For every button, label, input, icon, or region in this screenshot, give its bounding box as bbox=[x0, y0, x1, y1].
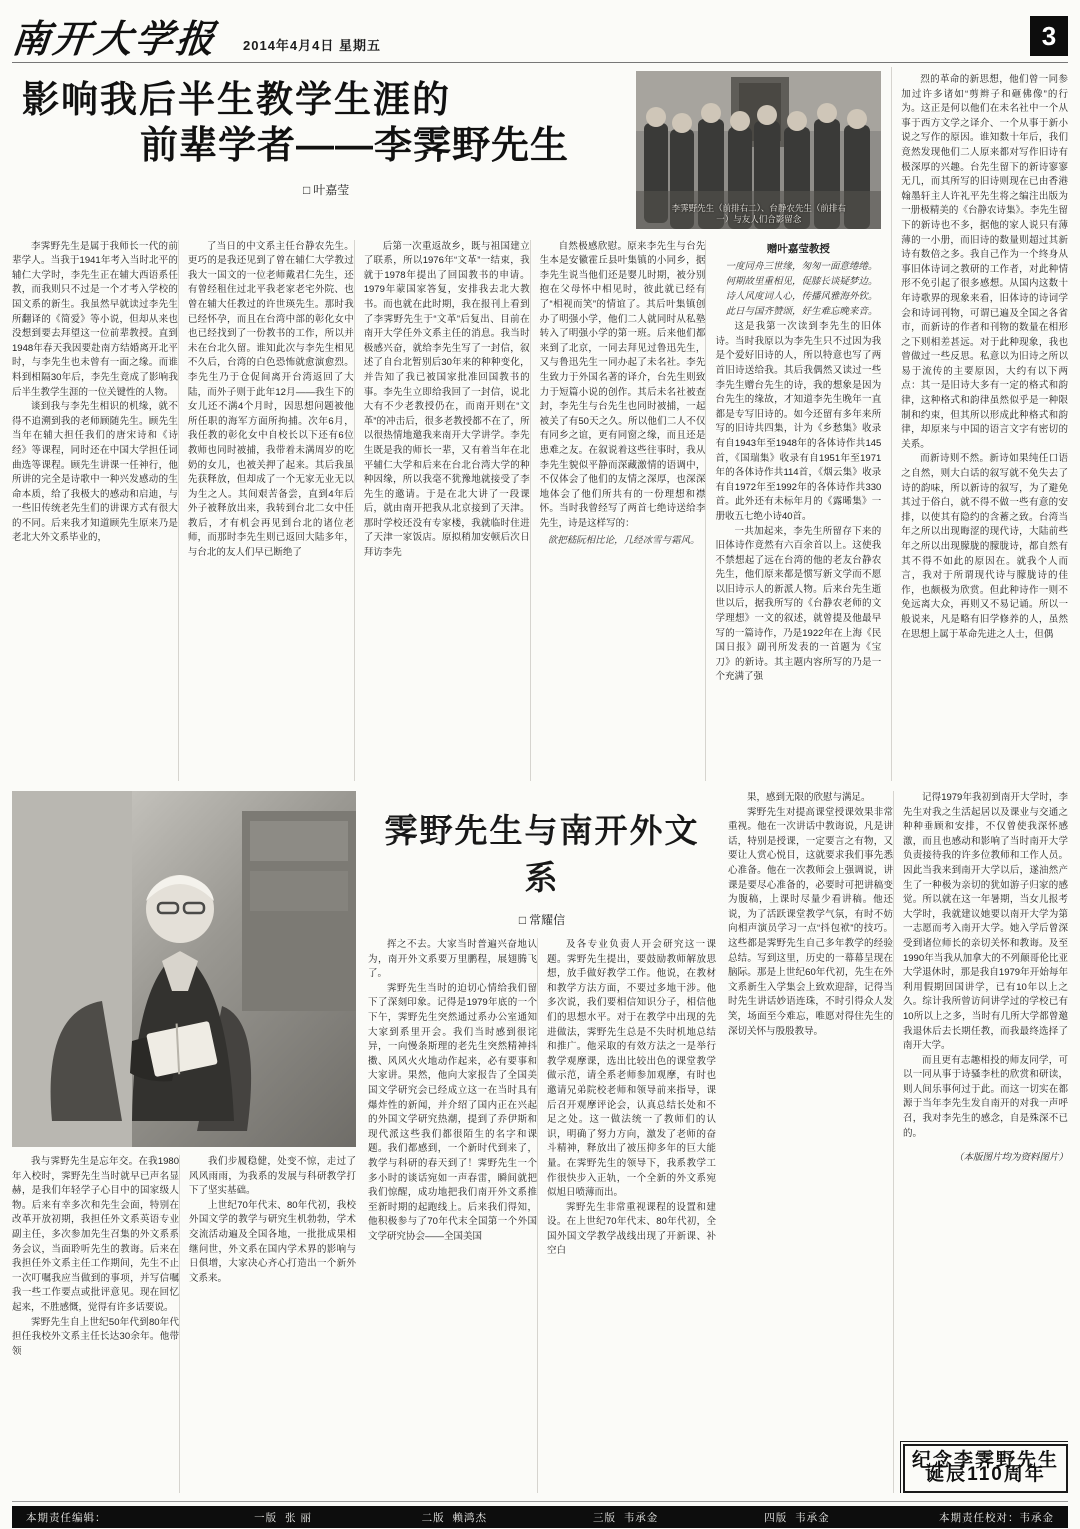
poem-line-1: 一度同舟三世缘，匆匆一面意绻绻。 bbox=[725, 262, 878, 273]
bottom-article-middle bbox=[368, 791, 716, 1493]
paragraph: 霁野先生自上世纪50年代到80年代担任我校外文系主任长达30余年。他带领 bbox=[12, 1316, 179, 1357]
bottom-article-left bbox=[12, 791, 356, 1493]
footer-edition-2 bbox=[369, 1510, 540, 1525]
page-header bbox=[9, 6, 1068, 63]
footer-proofreader: 本期责任校对：韦承金 bbox=[938, 1511, 1054, 1524]
paragraph: 这是我第一次读到李先生的旧体诗。当时我原以为李先生只不过因为我是个爱好旧诗的人，所以特意也写了两首旧诗送给我。其后我偶然又读过一些李先生赠台先生的诗，我的想象是因为台先生的缘故，才知道李先生晚年一直都是专写旧诗的。如今还留有多年来所写的旧诗共四集，计为《乡愁集》收录有自1943年至1948年的各体诗作共145首，《国瑞集》收录有自1951年至1971年的各体诗作共114首，《烟云集》收录有自1972年至1992年的各体诗作共330首。此外还有未标年月的《露晞集》一册收五七绝小诗40首。 bbox=[715, 321, 882, 522]
bottom-left-columns bbox=[12, 1155, 356, 1493]
bottom-headline: 霁野先生与南开外文系 bbox=[384, 814, 700, 897]
anniversary-banner: 纪念李霁野先生诞辰110周年 bbox=[903, 1444, 1068, 1493]
paragraph: 谈到我与李先生相识的机缘，就不得不追溯到我的老师顾随先生。顾先生当年在辅大担任我们的唐宋诗和《诗经》等课程，同时还在中国大学担任词曲选等课程。顾先生讲课一任神行，他所讲的完全是诗歌中一种兴发感动的生命本质，给了我极大的感动和启迪，与一些旧传统老先生们的讲课方式有很大的不同。后来我才知道顾先生原来乃是老北大外文系毕业的， bbox=[12, 401, 178, 544]
portrait-photo bbox=[12, 791, 356, 1147]
edition-label: 三版 bbox=[592, 1511, 616, 1524]
paragraph: 记得1979年我初到南开大学时，李先生对我之生活起居以及课业与交通之种种垂顾和安排，不仅曾使我深怀感激，而且也感动和影响了当时南开大学负责接待我的许多位教师和工作人员。因此当我来到南开大学以后，遂油然产生了一种极为亲切的犹如游子归家的感觉。所以就在这一年暑期，当女儿报考大学时，我就建议她要以南开大学为第一志愿而考入南开大学。她入学后曾深受到诸位师长的亲切关怀和教诲。及至1990年当我从加拿大的不列颠哥伦比亚大学退休时，那是我自1979年开始每年利用假期回国讲学，已有10年以上之久。综计我所曾访问讲学过的学校已有10所以上之多，当时有几所大学都曾邀我退休后去长期任教，而我最终选择了南开大学。 bbox=[902, 792, 1069, 1052]
top-column-1 bbox=[12, 240, 178, 781]
paragraph: 霁野先生当时的迫切心情给我们留下了深刻印象。记得是1979年底的一个下午，霁野先生突然通过系办公室通知大家到系里开会。我们当时感到很诧异，一向慢条斯理的老先生突然精神抖擞、风风火火地动作起来，必有要事和大家讲。果然，他向大家报告了全国美国文学研究会已经成立这一在当时具有爆炸性的新闻，并介绍了国内正在兴起的外国文学研究热潮，提到了乔伊斯和现代派这些我们都很陌生的名字和课题。我们都感到，一个新时代到来了，教学与科研的春天到了！霁野先生一个多小时的谈话宛如一声春雷，瞬间就把我们惊醒，成功地把我们南开外文系推至新时期的起跑线上。后来我们得知，他积极参与了70年代末全国第一个外国文学研究协会——全国美国 bbox=[368, 982, 537, 1242]
bottom-column-2 bbox=[179, 1155, 356, 1493]
footer-edition-1 bbox=[197, 1510, 368, 1525]
edition-editor: 张 丽 bbox=[284, 1511, 312, 1524]
top-column-4 bbox=[530, 240, 706, 781]
inline-poem-line: 欲把嵇阮相比论，几经冰雪与霜风。 bbox=[547, 536, 700, 547]
paragraph: 霁野先生对提高课堂授课效果非常重视。他在一次讲话中教诲说，凡是讲话，特别是授课，一定要言之有物，又要让人赏心悦目，这就要求我们事先悉心准备。他在一次教师会上强调说，讲课是要尽心准备的，必要时可把讲稿变为腹稿，上课时尽量少看讲稿。他还说，为了活跃课堂教学气氛，有时不妨向相声演员学习一点“抖包袱”的技巧。这些都是霁野先生自己多年教学的经验总结。写到这里，历史的一幕幕呈现在脑际。那是上世纪60年代初，先生在外文系新生入学集会上致欢迎辞，记得当时先生讲话妙语连珠，不时引得众人发笑，场面至今难忘，唯愿对得住先生的深切关怀与殷殷教导。 bbox=[727, 806, 893, 1037]
top-article-headline-block bbox=[12, 67, 636, 234]
paragraph: 而新诗则不然。新诗如果纯任口语之自然，则大白话的叙写就不免失去了诗的韵味，所以新诗的叙写，为了避免其过于俗白，就不得不做一些有意的安排，以使其有隐约的含蓄之致。台湾当年之所以出现晦涩的现代诗，大陆前些年之所以出现朦胧的朦胧诗，都自然有其不得不如此的原因在。就我个人而言，我对于所谓现代诗与朦胧诗的佳作，也颇极为欣赏。但此种诗作一则不免远离大众，再则又不易记诵。所以一般说来，凡是略有旧学修养的人，虽然在思想上属于革命先进之人士，但偶 bbox=[901, 453, 1068, 640]
bottom-column-3 bbox=[368, 938, 537, 1493]
paragraph: 果，感到无限的欣慰与满足。 bbox=[746, 792, 871, 803]
top-article-main bbox=[12, 67, 881, 781]
edition-label: 一版 bbox=[254, 1511, 278, 1524]
top-article-columns bbox=[12, 240, 881, 781]
footer-bar bbox=[12, 1506, 1068, 1528]
top-headline-line1: 影响我后半生教学生涯的 bbox=[22, 79, 451, 120]
bottom-column-5 bbox=[728, 791, 893, 1493]
top-article-byline: □ 叶嘉莹 bbox=[303, 182, 350, 197]
group-photo bbox=[636, 71, 881, 229]
edition-label: 四版 bbox=[764, 1511, 788, 1524]
paragraph: 我与霁野先生是忘年交。在我1980年入校时，霁野先生当时就早已声名显赫，是我们年轻学子心目中的国家级人物。后来有幸多次和先生会面，特别在改革开放初期，我担任外文系英语专业副主任，多次参加先生召集的外文系系务会议，当面聆听先生的教诲。后来在我担任外文系主任工作期间，先生不止一次叮嘱我应当做到的事项，并写信嘱我一些工作要点或批评意见。现在回忆起来，不胜感慨，觉得有许多话要说。 bbox=[12, 1156, 179, 1313]
bottom-column-4 bbox=[537, 938, 716, 1493]
bottom-article-right bbox=[728, 791, 1068, 1493]
group-photo-caption-line2: 一）与友人们合影留念 bbox=[716, 214, 802, 224]
paragraph: 而且更有志趣相投的师友同学，可以一同从事于诗骚李杜的欣赏和研读，则人间乐事何过于此。而这一切实在都源于当年李先生发自南开的对我一声呼召，我对李先生的感念，自是殊深不已的。 bbox=[902, 1054, 1069, 1139]
paragraph: 李霁野先生是属于我师长一代的前辈学人。当我于1941年考入当时北平的辅仁大学时，李先生正在辅大西语系任教，而我则只不过是一个才考入学校的国文系的新生。我虽然早就读过李先生所翻译的《简爱》等小说，但却从来也没想到要去拜望这一位前辈教授。直到1948年春天我因要赴南方结婚离开北平时，与李先生也未曾有一面之缘。而谁料到相隔30年后，李先生竟成了影响我后半生教学生涯的一位关键性的人物。 bbox=[12, 240, 178, 398]
edition-editor: 赖鸿杰 bbox=[452, 1511, 487, 1524]
bottom-column-6 bbox=[893, 791, 1068, 1493]
bottom-article-byline: □ 常耀信 bbox=[518, 913, 566, 927]
edition-label: 二版 bbox=[421, 1511, 445, 1524]
photo-source-note: （本版图片均为资料图片） bbox=[954, 1153, 1069, 1164]
poem-title: 赠叶嘉莹教授 bbox=[766, 242, 830, 255]
top-column-2 bbox=[178, 240, 354, 781]
footer-edition-3 bbox=[540, 1510, 711, 1525]
top-column-3 bbox=[354, 240, 530, 781]
edition-editor: 韦承金 bbox=[623, 1511, 659, 1524]
poem-line-3: 诗人风度词人心，传播风雅海外钦。 bbox=[725, 292, 878, 303]
top-headline-line2: 前辈学者——李霁野先生 bbox=[140, 125, 570, 168]
paragraph: 一共加起来，李先生所留存下来的旧体诗作竟然有六百余首以上。这使我不禁想起了远在台湾的他的老友台静农先生，他们原来都是惯写新文学而不愿以旧诗示人的新派人物。后来台先生逝世以后，据我所写的《台静农老师的文学理想》一文的叙述，就曾提及他最早写的一篇诗作，乃是1922年在上海《民国日报》副刊所发表的一首题为《宝刀》的新诗。其主题内容所写的乃是一个充满了强 bbox=[715, 525, 882, 683]
paragraph: 上世纪70年代末、80年代初，我校外国文学的教学与研究生机勃勃，学术交流活动遍及全国各地，一批批成果相继问世，外文系在国内学术界的影响与日俱增，大家决心齐心打造出一个新外文系来。 bbox=[189, 1199, 356, 1284]
paragraph: 及各专业负责人开会研究这一课题。霁野先生提出，要鼓励教师解放思想，放手做好教学工作。他说，在教材和教学方法方面，不要过多地干涉。他多次说，我们要相信知识分子，相信他们的思想水平。对于在教学中出现的先进做法，霁野先生总是不失时机地总结和推广。他采取的有效方法之一是举行教学观摩课，选出比较出色的课堂教学做示范，请全系老师参加观摩，有时也邀请兄弟院校老师和领导前来指导，课后召开观摩评论会，认真总结长处和不足之处。这一做法统一了教师们的认识，明确了努力方向，激发了老师的奋斗精神，释放出了被压抑多年的巨大能量。在霁野先生的领导下，我系教学工作很快步入正轨，一个全新的外文系宛似旭日喷薄而出。 bbox=[546, 939, 716, 1199]
footer-editor-label: 本期责任编辑： bbox=[26, 1511, 107, 1524]
bottom-article-headline-block bbox=[368, 791, 716, 938]
paragraph: 了当日的中文系主任台静农先生。更巧的是我还见到了曾在辅仁大学教过我大一国文的一位老师戴君仁先生，还有曾经租住过北平我老家老宅外院、也曾在辅大任教过的许世瑛先生。那时我已经怀孕，而且在台湾中部的彰化女中也已经找到了一份教书的工作，所以并未在台北久留。谁知此次与李先生相见不久后，台湾的白色恐怖就愈演愈烈。李先生乃于仓促间离开台湾返回了大陆，而外子则于此年12月——我生下的女儿还不满4个月时，因思想问题被他所任职的海军方面所拘捕。次年6月，我任教的彰化女中自校长以下还有6位教师也同时被捕，我带着未满周岁的吃奶的女儿，也被关押了起来。其后我虽先获释放，但却成了一个无家无业无以为生之人。其间艰苦备尝，直到4年后外子被释放出来，我转到台北二女中任教后，才有机会再见到台北的诸位老师，而那时李先生则已返回大陆多年，与台北的友人们早已断绝了 bbox=[187, 240, 354, 559]
paragraph: 烈的革命的新思想，他们曾一同参加过许多诸如“剪辫子和砸佛像”的行为。这正是何以他们在未名社中一个从事于西方文学之译介、一个从事于新小说之写作的原因。谁知数十年后，我们竟然发现他们二人原来都对写作旧诗有极深厚的兴趣。台先生留下的新诗寥寥无几，而其所写的旧诗则现在已由香港翰墨轩主人许礼平先生将之编注出版为一册极精美的《台静农诗集》。李先生留下的新诗也不多，据他的家人说只有薄薄的一小册，而旧诗的数量则超过其新诗有数倍之多。我自己作为一个终身从事旧体诗词之教研的工作者，对此种情形不免引起了很多感想。从国内这数十年诗歌界的现象来看，旧体诗的诗词学会和诗词刊物，可谓已遍及全国之各省市，而新诗的作者和刊物的数量在相形之下则相差甚远。对于此种现象，我也曾做过一些反思。私意以为旧诗之所以易于流传的主要原因，大约有以下两点：其一是旧诗大多有一定的格式和韵律，这种格式和韵律虽然似乎是一种限制和约束，但其所以形成此种格式和韵律，却原来与中国的语言文字有密切的关系。 bbox=[901, 74, 1068, 450]
top-article bbox=[12, 67, 1068, 781]
footer-edition-4 bbox=[711, 1510, 882, 1525]
paragraph: 后第一次重返故乡，既与祖国建立了联系，所以1976年“文革”一结束，我就于1978年提出了回国教书的申请。1979年蒙国家答复，安排我去北大教书。而也就在此时期，我在报刊上看到了李霁野先生于“文革”后复出、目前在南开大学任外文系主任的消息。我当时极感兴奋，就给李先生写了一封信，叙述了自台北暂别后30年来的种种变化，并告知了我已被国家批准回国教书的事。李先生立即给我回了一封信，说北大有不少老教授仍在，而南开则在“文革”的冲击后，很多老教授都不在了，所以很热情地邀我来南开大学讲学。李先生既是我的师长一辈，又有着当年在北平辅仁大学和后来在台北台湾大学的种种因缘，所以我毫不犹豫地就接受了李先生的邀请。于是在北大讲了一段课后，就由南开把我从北京接到了天津。那时学校还没有专家楼，我就临时住进了天津一家饭店。原拟稍加安顿后次日拜访李先 bbox=[363, 240, 530, 559]
top-column-6 bbox=[891, 67, 1068, 781]
page-footer bbox=[12, 1501, 1068, 1528]
footer-rule bbox=[12, 1501, 1068, 1502]
group-photo-caption bbox=[642, 203, 875, 225]
top-article-head-row bbox=[12, 67, 881, 234]
section-divider bbox=[12, 781, 1068, 791]
edition-editor: 韦承金 bbox=[795, 1511, 830, 1524]
paragraph: 霁野先生非常重视课程的设置和建设。在上世纪70年代末、80年代初，全国外国文学教学战线出现了开新课、补空白 bbox=[546, 1201, 716, 1257]
poem-line-4: 此日与国齐赞颂，好生难忘晚来音。 bbox=[725, 307, 878, 318]
poem-line-2: 何期故里重相见，促膝长谈疑梦边。 bbox=[725, 277, 878, 288]
bottom-article bbox=[12, 791, 1068, 1493]
bottom-middle-columns bbox=[368, 938, 716, 1493]
portrait-photo-image bbox=[12, 791, 356, 1147]
paragraph: 挥之不去。大家当时普遍兴奋地认为，南开外文系要万里鹏程，展翅腾飞了。 bbox=[368, 939, 537, 980]
paragraph: 我们步履稳健，处变不惊，走过了风风雨雨，为我系的发展与科研教学打下了坚实基础。 bbox=[189, 1156, 356, 1197]
group-photo-caption-line1: 李霁野先生（前排右二）、台静农先生（前排右 bbox=[671, 203, 846, 213]
paragraph: 自然极感欣慰。原来李先生与台先生本是安徽霍丘县叶集镇的小同乡，据李先生说当他们还是婴儿时期，被分别抱在父母怀中相见时，彼此就已经有了“相视而笑”的情谊了。其后叶集镇创办了明强小学，他们二人就同时从私塾转入了明强小学的第一班。后来他们都来到了北京，一同去拜见过鲁迅先生，又与鲁迅先生一同办起了未名社。李先生致力于外国名著的译介，台先生则致力于短篇小说的创作。其后未名社被查封，李先生与台先生也同时被捕，一起被关了有50天之久。所以他们二人不仅有同乡之谊，更有同窗之缘，而且还是患难之友。在叙说着这些往事时，我从李先生貌似平静而深藏激情的语调中，不仅体会了他们的友情之深厚，也深深地体会了他们所共有的一份理想和襟怀。当时我曾经写了两首七绝诗送给李先生，诗是这样写的： bbox=[539, 240, 706, 529]
newspaper-masthead: 南开大学报 bbox=[9, 16, 220, 61]
publication-date: 2014年4月4日 星期五 bbox=[243, 38, 382, 53]
top-column-5-poem bbox=[705, 240, 881, 781]
page-number-badge: 3 bbox=[1030, 16, 1068, 56]
bottom-column-1 bbox=[12, 1155, 179, 1493]
